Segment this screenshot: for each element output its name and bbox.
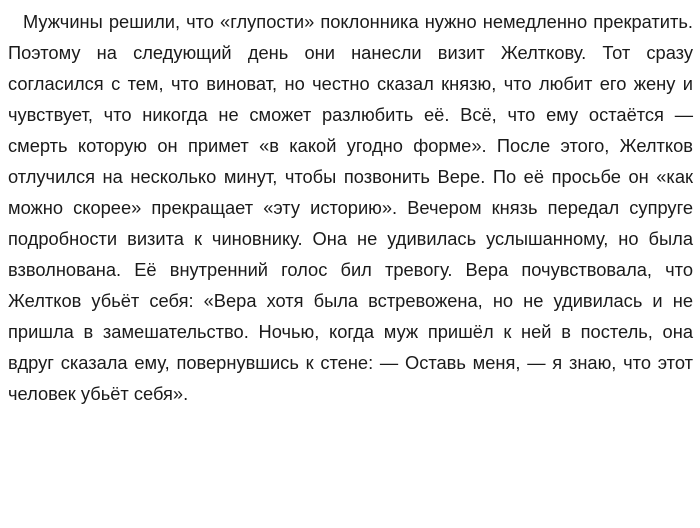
document-page <box>8 6 693 409</box>
body-paragraph: Мужчины решили, что «глупости» поклонника нужно немедленно прекратить. Поэтому на следующий день они нанесли визит Желткову. Тот сразу согласился с тем, что виноват, но честно сказал князю, что любит его жену и чувствует, что никогда не сможет разлюбить её. Всё, что ему остаётся — смерть которую он примет «в какой угодно форме». После этого, Желтков отлучился на несколько минут, чтобы позвонить Вере. По её просьбе он «как можно скорее» прекращает «эту историю». Вечером князь передал супруге подробности визита к чиновнику. Она не удивилась услышанному, но была взволнована. Её внутренний голос бил тревогу. Вера почувствовала, что Желтков убьёт себя: «Вера хотя была встревожена, но не удивилась и не пришла в замешательство. Ночью, когда муж пришёл к ней в постель, она вдруг сказала ему, повернувшись к стене: — Оставь меня, — я знаю, что этот человек убьёт себя». <box>8 11 693 404</box>
